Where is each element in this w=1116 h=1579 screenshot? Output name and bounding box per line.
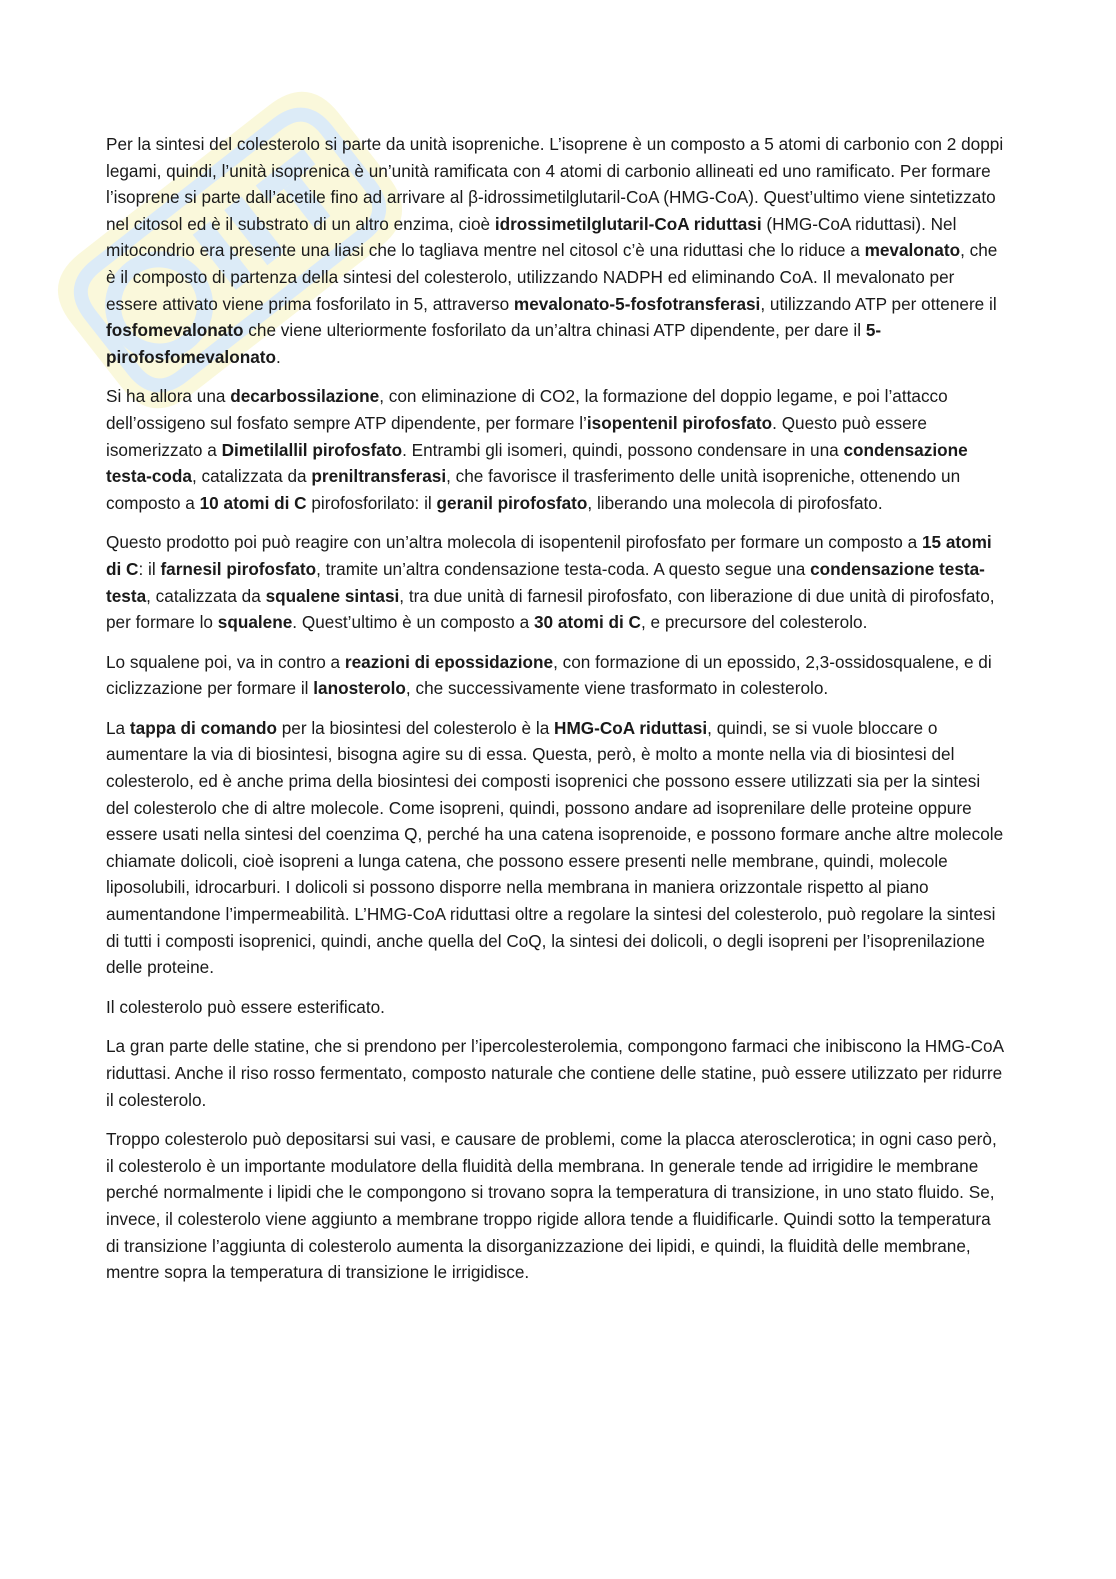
text-run: , quindi, se si vuole bloccare o aumentare la via di biosintesi, bisogna agire su di essa. Questa, però, è molto a monte nella via di biosintesi del colesterolo, ed è anche prima della biosintesi dei composti isoprenici che possono essere utilizzati sia per la sintesi del colesterolo che di altre molecole. Come isopreni, quindi, possono andare ad isoprenilare delle proteine oppure essere usati nella sintesi del coenzima Q, perché ha una catena isoprenoide, e possono formare anche altre molecole chiamate dolicoli, cioè isopreni a lunga catena, che possono essere presenti nelle membrane, quindi, molecole liposolubili, idrocarburi. I dolicoli si possono disporre nella membrana in maniera orizzontale rispetto al piano aumentandone l’impermeabilità. L’HMG-CoA riduttasi oltre a regolare la sintesi del colesterolo, può regolare la sintesi di tutti i composti isoprenici, quindi, anche quella del CoQ, la sintesi dei dolicoli, o degli isopreni per l’isoprenilazione delle proteine. [106,717,1004,978]
text-run: . Questo può essere isomerizzato a [106,412,927,460]
bold-term: condensazione testa-coda [106,439,968,487]
paragraph [106,715,1006,981]
document-body [106,131,1006,1299]
paragraph [106,1033,1006,1113]
text-run: che viene ulteriormente fosforilato da un’altra chinasi ATP dipendente, per dare il [243,320,866,341]
text-run: , catalizzata da [191,466,312,487]
bold-term: mevalonato [864,240,961,261]
bold-term: decarbossilazione [230,386,380,407]
bold-term: tappa di comando [129,717,277,738]
text-run: , tra due unità di farnesil pirofosfato, con liberazione di due unità di pirofosfato, per formare lo [106,585,995,633]
bold-term: isopentenil pirofosfato [586,412,773,433]
bold-term: 30 atomi di C [533,612,641,633]
paragraph [106,649,1006,702]
text-run: , liberando una molecola di pirofosfato. [587,492,883,513]
bold-term: 15 atomi di C [106,532,992,579]
text-run: Lo squalene poi, va in contro a [106,651,345,672]
text-run: , utilizzando ATP per ottenere il [760,293,997,314]
bold-term: squalene sintasi [265,585,400,606]
paragraph [106,529,1006,635]
bold-term: 10 atomi di C [199,492,307,513]
text-run: . Quest’ultimo è un composto a [292,612,534,633]
text-run: La gran parte delle statine, che si prendono per l’ipercolesterolemia, compongono farmaci che inibiscono la HMG-CoA riduttasi. Anche il riso rosso fermentato, composto naturale che contiene delle statine, può essere utilizzato per ridurre il colesterolo. [106,1036,1004,1110]
text-run: , e precursore del colesterolo. [640,612,868,633]
text-run: Questo prodotto poi può reagire con un’altra molecola di isopentenil pirofosfato per formare un composto a [106,532,922,553]
bold-term: squalene [217,612,293,633]
text-run: . Entrambi gli isomeri, quindi, possono condensare in una [402,439,844,460]
bold-term: reazioni di epossidazione [344,651,554,672]
text-run: Troppo colesterolo può depositarsi sui vasi, e causare de problemi, come la placca aterosclerotica; in ogni caso però, il colesterolo è un importante modulatore della fluidità della membrana. In generale tende ad irrigidire le membrane perché normalmente i lipidi che le compongono si trovano sopra la temperatura di transizione, in uno stato fluido. Se, invece, il colesterolo viene aggiunto a membrane troppo rigide allora tende a fluidificarle. Quindi sotto la temperatura di transizione l’aggiunta di colesterolo aumenta la disorganizzazione dei lipidi, e quindi, la fluidità delle membrane, mentre sopra la temperatura di transizione le irrigidisce. [106,1129,997,1283]
bold-term: HMG-CoA riduttasi [554,717,708,738]
text-run: Si ha allora una [106,386,231,407]
text-run: Per la sintesi del colesterolo si parte da unità isopreniche. L’isoprene è un composto a 5 atomi di carbonio con 2 doppi legami, quindi, l’unità isoprenica è un’unità ramificata con 4 atomi di carbonio allineati ed uno ramificato. Per formare l’isoprene si parte dall’acetile fino ad arrivare al β-idrossimetilglutaril-CoA (HMG-CoA). Quest’ultimo viene sintetizzato nel citosol ed è il substrato di un altro enzima, cioè [106,134,1004,234]
text-run: (HMG-CoA riduttasi). Nel mitocondrio era presente una liasi che lo tagliava mentre nel citosol c’è una riduttasi che lo riduce a [106,213,957,261]
bold-term: 5-pirofosfomevalonato [106,320,882,367]
text-run: La [106,717,130,738]
paragraph [106,383,1006,516]
text-run: , con formazione di un epossido, 2,3-ossidosqualene, e di ciclizzazione per formare il [106,651,992,699]
bold-term: fosfomevalonato [106,320,244,341]
text-run: , catalizzata da [146,585,266,606]
text-run: pirofosforilato: il [306,492,437,513]
bold-term: idrossimetilglutaril-CoA riduttasi [494,213,762,234]
bold-term: Dimetilallil pirofosfato [221,439,403,460]
bold-term: condensazione testa-testa [106,558,985,606]
paragraph [106,994,1006,1021]
text-run: per la biosintesi del colesterolo è la [276,717,555,738]
bold-term: lanosterolo [313,678,406,699]
paragraph [106,1126,1006,1286]
text-run: : il [138,558,161,579]
paragraph [106,131,1006,370]
text-run: , con eliminazione di CO2, la formazione del doppio legame, e poi l’attacco dell’ossigeno sul fosfato sempre ATP dipendente, per formare l’ [106,386,948,433]
text-run: Il colesterolo può essere esterificato. [106,996,385,1017]
bold-term: preniltransferasi [311,466,447,487]
text-run: , che è il composto di partenza della sintesi del colesterolo, utilizzando NADPH ed eliminando CoA. Il mevalonato per essere attivato viene prima fosforilato in 5, attraverso [106,240,998,314]
text-run: , che successivamente viene trasformato in colesterolo. [405,678,829,699]
text-run: , che favorisce il trasferimento delle unità isopreniche, ottenendo un composto a [106,466,961,513]
text-run: , tramite un’altra condensazione testa-coda. A questo segue una [316,558,811,579]
bold-term: geranil pirofosfato [436,492,588,513]
bold-term: farnesil pirofosfato [160,558,317,579]
bold-term: mevalonato-5-fosfotransferasi [513,293,761,314]
text-run: . [275,346,281,367]
